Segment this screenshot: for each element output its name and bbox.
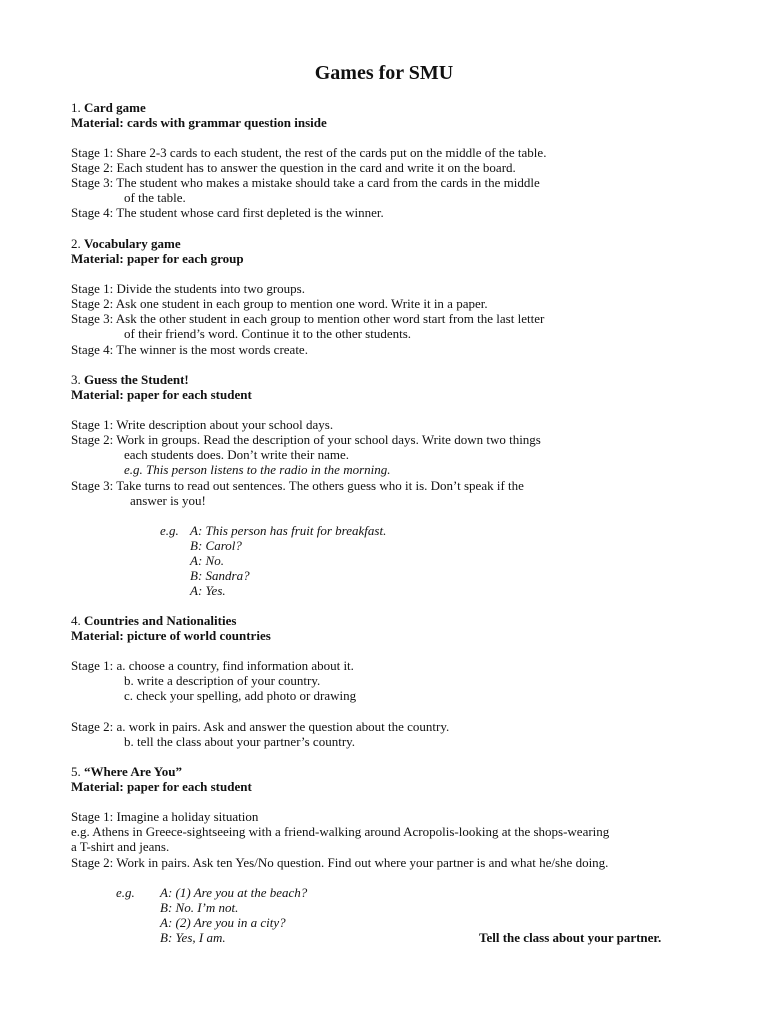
- section-2-heading: [71, 236, 181, 251]
- section-2-stage-3: Stage 3: Ask the other student in each group to mention other word start from the last letter: [71, 311, 545, 326]
- section-5-stage-1: Stage 1: Imagine a holiday situation: [71, 809, 259, 824]
- section-3-eg-label: e.g.: [160, 523, 179, 538]
- page-title: Games for SMU: [314, 62, 454, 84]
- section-5-dialogue-2: B: No. I’m not.: [160, 900, 239, 915]
- section-number: 4.: [71, 613, 81, 628]
- section-5-example-cont: a T-shirt and jeans.: [71, 839, 170, 854]
- section-3-dialogue-3: A: No.: [190, 553, 224, 568]
- section-3-dialogue-1: A: This person has fruit for breakfast.: [190, 523, 387, 538]
- section-3-dialogue-2: B: Carol?: [190, 538, 242, 553]
- section-4-stage-1b: b. write a description of your country.: [124, 673, 321, 688]
- section-2-stage-3-cont: of their friend’s word. Continue it to the other students.: [124, 326, 412, 341]
- section-1-stage-3: Stage 3: The student who makes a mistake should take a card from the cards in the middle: [71, 175, 540, 190]
- section-5-dialogue-3: A: (2) Are you in a city?: [160, 915, 286, 930]
- section-number: 1.: [71, 100, 81, 115]
- section-4-stage-1c: c. check your spelling, add photo or drawing: [124, 688, 357, 703]
- section-1-stage-3-cont: of the table.: [124, 190, 186, 205]
- section-3-heading: [71, 372, 189, 387]
- section-5-heading: [71, 764, 182, 779]
- section-4-material: Material: picture of world countries: [71, 628, 271, 643]
- section-5-example: e.g. Athens in Greece-sightseeing with a friend-walking around Acropolis-looking at the shops-wearing: [71, 824, 610, 839]
- section-3-material: Material: paper for each student: [71, 387, 252, 402]
- section-1-heading: [71, 100, 146, 115]
- section-3-stage-3-cont: answer is you!: [130, 493, 206, 508]
- section-5-tell-note: Tell the class about your partner.: [479, 930, 662, 945]
- section-3-dialogue-4: B: Sandra?: [190, 568, 250, 583]
- section-2-stage-4: Stage 4: The winner is the most words create.: [71, 342, 308, 357]
- section-title: “Where Are You”: [84, 764, 182, 779]
- section-4-heading: [71, 613, 236, 628]
- section-5-dialogue-1: A: (1) Are you at the beach?: [160, 885, 308, 900]
- section-title: Guess the Student!: [84, 372, 189, 387]
- section-3-stage-3: Stage 3: Take turns to read out sentences. The others guess who it is. Don’t speak if the: [71, 478, 524, 493]
- section-title: Card game: [84, 100, 146, 115]
- section-1-material: Material: cards with grammar question inside: [71, 115, 327, 130]
- section-2-material: Material: paper for each group: [71, 251, 244, 266]
- section-1-stage-1: Stage 1: Share 2-3 cards to each student, the rest of the cards put on the middle of the table.: [71, 145, 547, 160]
- section-number: 3.: [71, 372, 81, 387]
- section-5-eg-label: e.g.: [116, 885, 135, 900]
- section-3-stage-2: Stage 2: Work in groups. Read the description of your school days. Write down two things: [71, 432, 541, 447]
- section-5-material: Material: paper for each student: [71, 779, 252, 794]
- section-1-stage-4: Stage 4: The student whose card first depleted is the winner.: [71, 205, 384, 220]
- section-4-stage-2b: b. tell the class about your partner’s country.: [124, 734, 356, 749]
- section-5-dialogue-4: B: Yes, I am.: [160, 930, 226, 945]
- section-4-stage-1a: Stage 1: a. choose a country, find information about it.: [71, 658, 354, 673]
- section-1-stage-2: Stage 2: Each student has to answer the question in the card and write it on the board.: [71, 160, 516, 175]
- section-number: 2.: [71, 236, 81, 251]
- section-title: Countries and Nationalities: [84, 613, 237, 628]
- section-5-stage-2: Stage 2: Work in pairs. Ask ten Yes/No question. Find out where your partner is and what he/she doing.: [71, 855, 609, 870]
- section-number: 5.: [71, 764, 81, 779]
- section-2-stage-2: Stage 2: Ask one student in each group to mention one word. Write it in a paper.: [71, 296, 488, 311]
- section-3-stage-2-cont: each students does. Don’t write their name.: [124, 447, 350, 462]
- section-3-stage-2-example: e.g. This person listens to the radio in the morning.: [124, 462, 391, 477]
- section-title: Vocabulary game: [84, 236, 181, 251]
- section-2-stage-1: Stage 1: Divide the students into two groups.: [71, 281, 305, 296]
- section-4-stage-2a: Stage 2: a. work in pairs. Ask and answer the question about the country.: [71, 719, 450, 734]
- section-3-dialogue-5: A: Yes.: [190, 583, 226, 598]
- section-3-stage-1: Stage 1: Write description about your school days.: [71, 417, 334, 432]
